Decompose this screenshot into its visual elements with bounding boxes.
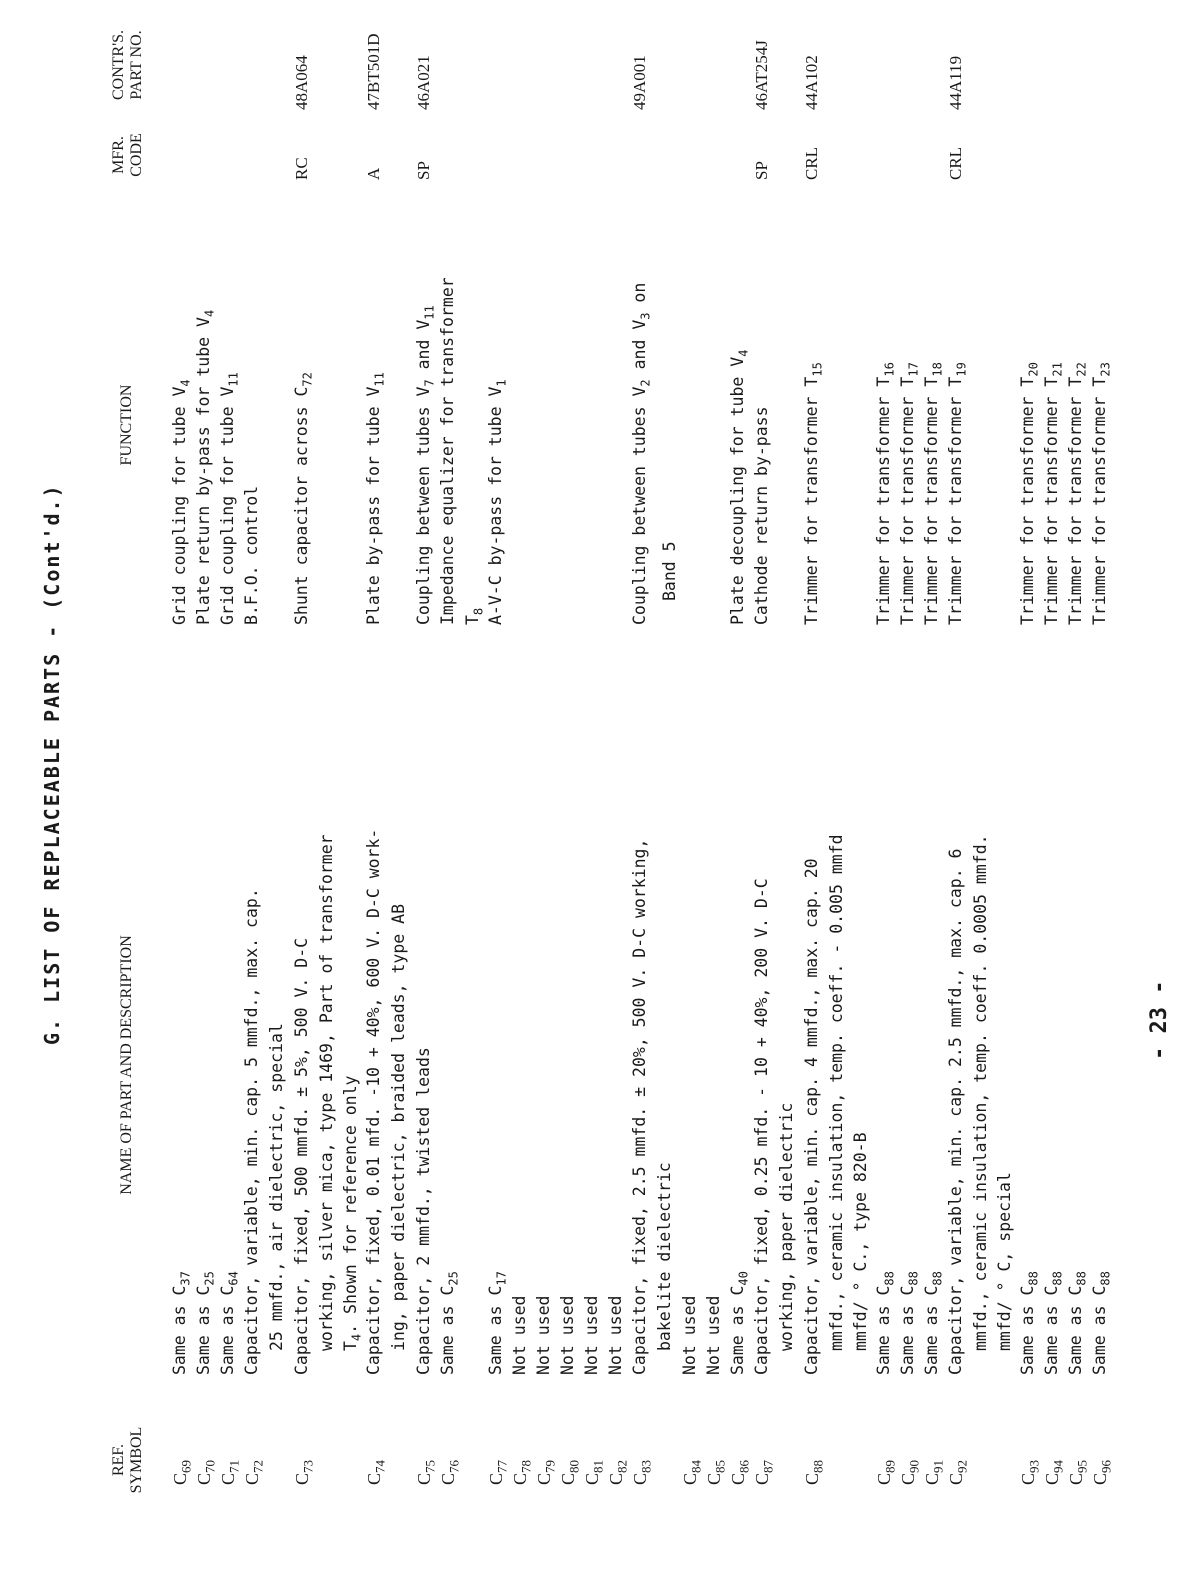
- mfr-code: SP: [414, 161, 433, 180]
- header-name: NAME OF PART AND DESCRIPTION: [118, 935, 135, 1195]
- ref-symbol: $C_{75}$: [414, 1459, 438, 1485]
- ref-symbol: $C_{88}$: [802, 1459, 826, 1485]
- part-description: Capacitor, variable, min. cap. 2.5 mmfd., max. cap. 6 mmfd., ceramic insulation, temp. coeff. 0.0005 mmfd. mmfd/ ° C, special: [946, 834, 1014, 1375]
- header-part-no: CONTR'S. PART NO.: [110, 30, 145, 101]
- ref-symbol: $C_{73}$: [292, 1459, 316, 1485]
- part-function: Grid coupling for tube $V_{11}$: [218, 372, 241, 625]
- contractor-part-no: 48A064: [292, 55, 311, 110]
- ref-symbol: $C_{74}$: [364, 1459, 388, 1485]
- page-title: G. LIST OF REPLACEABLE PARTS - (Cont'd.): [40, 483, 64, 1045]
- part-description: Same as $C_{88}$: [874, 1271, 897, 1375]
- part-function: Cathode return by-pass: [752, 406, 771, 625]
- part-description: Not used: [558, 1295, 577, 1375]
- header-function: FUNCTION: [118, 384, 135, 466]
- part-description: Same as $C_{64}$: [218, 1271, 241, 1375]
- header-mfr-code: MFR. CODE: [110, 133, 145, 177]
- part-description: Not used: [510, 1295, 529, 1375]
- ref-symbol: $C_{70}$: [194, 1459, 218, 1485]
- contractor-part-no: 46A021: [414, 55, 433, 110]
- part-function: A-V-C by-pass for tube $V_1$: [486, 379, 509, 625]
- part-description: Capacitor, fixed, 2.5 mmfd. ± 20%, 500 V. D-C working, bakelite dielectric: [630, 838, 674, 1375]
- ref-symbol: $C_{80}$: [558, 1459, 582, 1485]
- part-description: Capacitor, 2 mmfd., twisted leads: [414, 1047, 433, 1375]
- ref-symbol: $C_{79}$: [534, 1459, 558, 1485]
- part-function: Trimmer for transformer $T_{18}$: [922, 362, 945, 625]
- part-description: Not used: [680, 1295, 699, 1375]
- part-function: Trimmer for transformer $T_{23}$: [1090, 362, 1113, 625]
- ref-symbol: $C_{95}$: [1066, 1459, 1090, 1485]
- contractor-part-no: 46AT254J: [752, 40, 771, 110]
- ref-symbol: $C_{96}$: [1090, 1459, 1114, 1485]
- part-description: Capacitor, fixed, 0.01 mfd. -10 + 40%, 600 V. D-C work- ing, paper dielectric, braided leads, type AB: [364, 828, 408, 1375]
- ref-symbol: $C_{71}$: [218, 1459, 242, 1485]
- part-function: Coupling between tubes $V_2$ and $V_3$ on Band 5: [630, 282, 679, 625]
- part-function: B.F.O. control: [242, 485, 261, 625]
- ref-symbol: $C_{84}$: [680, 1459, 704, 1485]
- ref-symbol: $C_{72}$: [242, 1459, 266, 1485]
- contractor-part-no: 47BT501D: [364, 33, 383, 110]
- ref-symbol: $C_{78}$: [510, 1459, 534, 1485]
- part-description: Same as $C_{40}$: [728, 1271, 751, 1375]
- part-description: Not used: [582, 1295, 601, 1375]
- part-description: Capacitor, variable, min. cap. 5 mmfd., max. cap. 25 mmfd., air dielectric, special: [242, 888, 286, 1375]
- part-description: Not used: [534, 1295, 553, 1375]
- ref-symbol: $C_{81}$: [582, 1459, 606, 1485]
- part-description: Capacitor, fixed, 0.25 mfd. - 10 + 40%, 200 V. D-C working, paper dielectric: [752, 878, 796, 1375]
- header-ref-symbol: REF. SYMBOL: [110, 1426, 145, 1494]
- part-function: Trimmer for transformer $T_{15}$: [802, 362, 825, 625]
- part-function: Plate by-pass for tube $V_{11}$: [364, 372, 387, 625]
- ref-symbol: $C_{91}$: [922, 1459, 946, 1485]
- part-function: Coupling between tubes $V_7$ and $V_{11}$: [414, 305, 437, 625]
- part-description: Same as $C_{25}$: [194, 1271, 217, 1375]
- part-description: Same as $C_{88}$: [1018, 1271, 1041, 1375]
- part-description: Same as $C_{25}$: [438, 1271, 461, 1375]
- ref-symbol: $C_{90}$: [898, 1459, 922, 1485]
- contractor-part-no: 44A119: [946, 55, 965, 110]
- ref-symbol: $C_{83}$: [630, 1459, 654, 1485]
- ref-symbol: $C_{85}$: [704, 1459, 728, 1485]
- ref-symbol: $C_{76}$: [438, 1459, 462, 1485]
- mfr-code: CRL: [946, 146, 965, 180]
- ref-symbol: $C_{89}$: [874, 1459, 898, 1485]
- ref-symbol: $C_{92}$: [946, 1459, 970, 1485]
- part-description: Same as $C_{88}$: [1090, 1271, 1113, 1375]
- part-description: Capacitor, variable, min. cap. 4 mmfd., max. cap. 20 mmfd., ceramic insulation, temp. coeff. - 0.005 mmfd mmfd/ ° C., type 820-B: [802, 834, 870, 1375]
- part-description: Not used: [704, 1295, 723, 1375]
- mfr-code: SP: [752, 161, 771, 180]
- part-function: Trimmer for transformer $T_{20}$: [1018, 362, 1041, 625]
- page-number: - 23 -: [1147, 980, 1172, 1060]
- part-description: Same as $C_{88}$: [922, 1271, 945, 1375]
- mfr-code: A: [364, 167, 383, 180]
- part-function: Impedance equalizer for transformer $T_8$: [438, 277, 485, 625]
- part-function: Trimmer for transformer $T_{17}$: [898, 362, 921, 625]
- ref-symbol: $C_{94}$: [1042, 1459, 1066, 1485]
- part-function: Trimmer for transformer $T_{21}$: [1042, 362, 1065, 625]
- part-function: Shunt capacitor across $C_{72}$: [292, 372, 315, 625]
- part-function: Grid coupling for tube $V_4$: [170, 379, 193, 625]
- ref-symbol: $C_{93}$: [1018, 1459, 1042, 1485]
- part-description: Not used: [606, 1295, 625, 1375]
- ref-symbol: $C_{87}$: [752, 1459, 776, 1485]
- part-description: Capacitor, fixed, 500 mmfd. ± 5%, 500 V. D-C working, silver mica, type 1469, Part of transformer $T_4$. Shown for reference only: [292, 834, 364, 1375]
- mfr-code: CRL: [802, 146, 821, 180]
- contractor-part-no: 44A102: [802, 55, 821, 110]
- part-description: Same as $C_{17}$: [486, 1271, 509, 1375]
- part-description: Same as $C_{37}$: [170, 1271, 193, 1375]
- part-function: Trimmer for transformer $T_{22}$: [1066, 362, 1089, 625]
- ref-symbol: $C_{69}$: [170, 1459, 194, 1485]
- part-function: Trimmer for transformer $T_{16}$: [874, 362, 897, 625]
- ref-symbol: $C_{77}$: [486, 1459, 510, 1485]
- ref-symbol: $C_{82}$: [606, 1459, 630, 1485]
- part-function: Plate decoupling for tube $V_4$: [728, 349, 751, 625]
- part-function: Trimmer for transformer $T_{19}$: [946, 362, 969, 625]
- ref-symbol: $C_{86}$: [728, 1459, 752, 1485]
- contractor-part-no: 49A001: [630, 55, 649, 110]
- part-function: Plate return by-pass for tube $V_4$: [194, 309, 217, 625]
- mfr-code: RC: [292, 157, 311, 180]
- part-description: Same as $C_{88}$: [898, 1271, 921, 1375]
- part-description: Same as $C_{88}$: [1066, 1271, 1089, 1375]
- part-description: Same as $C_{88}$: [1042, 1271, 1065, 1375]
